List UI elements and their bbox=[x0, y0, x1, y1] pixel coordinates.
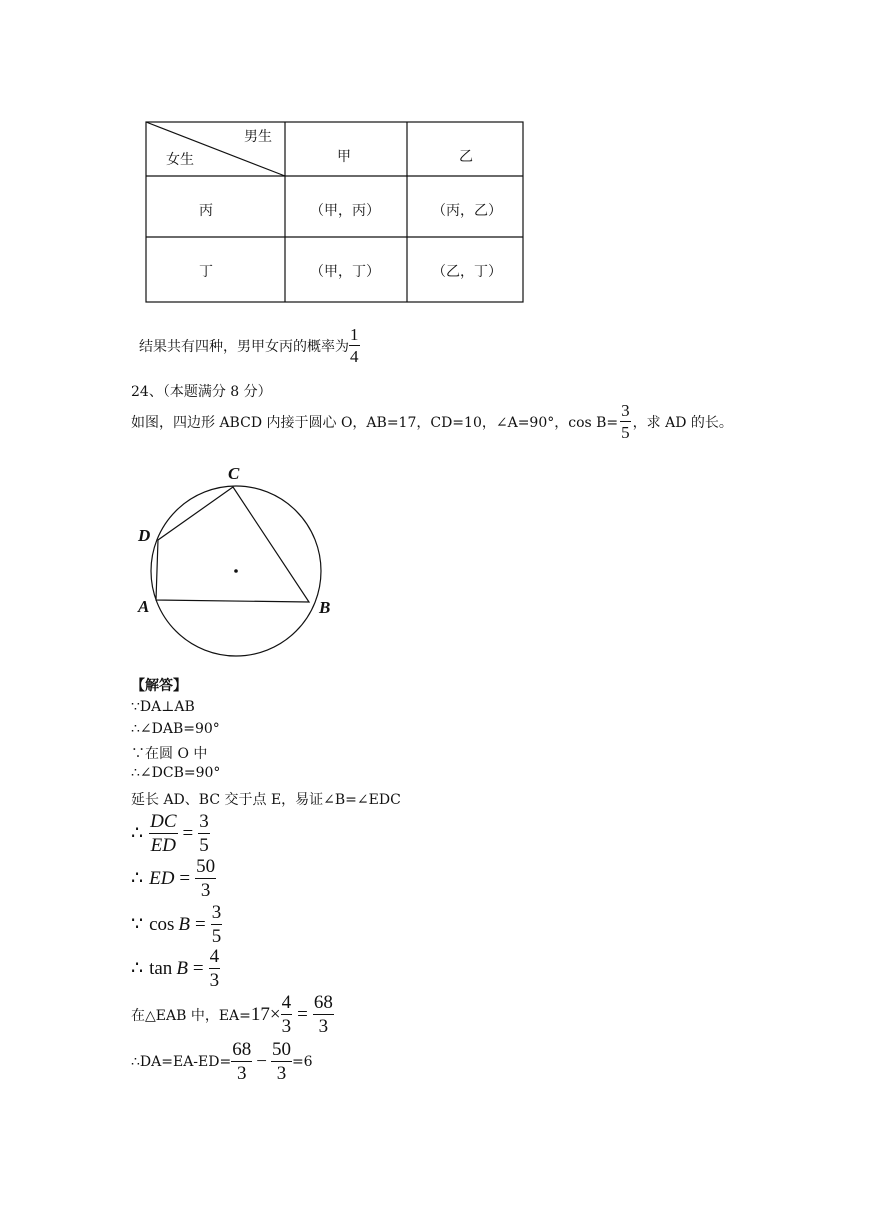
therefore-symbol: ∴ bbox=[131, 868, 144, 889]
ratio-dc-ed bbox=[149, 812, 177, 855]
label-c: C bbox=[228, 464, 240, 483]
therefore-symbol: ∴ bbox=[131, 823, 144, 844]
tan-value bbox=[209, 947, 221, 990]
result-fraction bbox=[349, 326, 360, 365]
table-row-head: 丙 bbox=[199, 203, 213, 219]
table-cell: （甲，丙） bbox=[310, 203, 380, 219]
fraction-denominator: 3 bbox=[281, 1016, 292, 1037]
cos-b-fraction bbox=[620, 402, 631, 441]
ea-factor bbox=[281, 993, 293, 1036]
table-diag-bottom: 女生 bbox=[166, 152, 194, 168]
da-result: =6 bbox=[291, 1053, 313, 1070]
fraction-numerator: 4 bbox=[281, 992, 292, 1013]
solution-eq-ratio: ∴ $\frac{DC}{ED}$ = $\frac{3}{5}$ bbox=[131, 811, 209, 856]
fraction-denominator: 3 bbox=[236, 1063, 247, 1084]
cos-value bbox=[211, 903, 223, 946]
angle-b: B bbox=[178, 913, 191, 935]
fraction-numerator: 50 bbox=[271, 1039, 291, 1060]
solution-title: 【解答】 bbox=[131, 678, 187, 694]
label-a: A bbox=[138, 597, 150, 616]
solution-step-3: ∵在圆 O 中 bbox=[131, 746, 208, 762]
fraction-numerator: 3 bbox=[211, 902, 222, 923]
solution-eq-ed: ∴ ED = $\frac{50}{3}$ bbox=[131, 856, 216, 901]
therefore-symbol: ∴ bbox=[131, 958, 144, 979]
solution-step-5: 延长 AD、BC 交于点 E，易证∠B=∠EDC bbox=[131, 792, 401, 808]
solution-eq-cos: ∵ cos B = $\frac{3}{5}$ bbox=[131, 902, 222, 947]
fraction-denominator: 3 bbox=[318, 1016, 329, 1037]
table-diag-top: 男生 bbox=[244, 129, 272, 145]
circle-quadrilateral-figure bbox=[120, 455, 350, 665]
table-cell: （乙，丁） bbox=[432, 264, 502, 280]
ea-value bbox=[313, 993, 334, 1036]
ea-prefix: 在△EAB 中，EA= bbox=[131, 1007, 251, 1024]
fraction-denominator: 3 bbox=[200, 880, 211, 901]
table-cell: （甲，丁） bbox=[310, 264, 380, 280]
fraction-numerator: 3 bbox=[199, 811, 209, 832]
fraction-numerator: 50 bbox=[196, 856, 216, 877]
center-point-o bbox=[234, 569, 238, 573]
solution-eq-ea: 在△EAB 中，EA= 17× $\frac{4}{3}$ = $\frac{68}{3}$ bbox=[131, 992, 333, 1037]
ed-value bbox=[195, 857, 216, 900]
da-term-2 bbox=[271, 1040, 292, 1083]
fraction-denominator: 3 bbox=[276, 1063, 287, 1084]
fraction-denominator: 3 bbox=[209, 970, 220, 991]
fraction-numerator: 4 bbox=[209, 946, 220, 967]
da-prefix: ∴DA=EA-ED= bbox=[131, 1053, 232, 1070]
solution-step-4: ∴∠DCB=90° bbox=[131, 765, 221, 781]
da-term-1 bbox=[231, 1040, 252, 1083]
cos-function: cos bbox=[149, 913, 175, 935]
result-line bbox=[139, 326, 360, 365]
fraction-denominator: 5 bbox=[621, 423, 630, 442]
because-symbol: ∵ bbox=[131, 914, 144, 935]
fraction-denominator: ED bbox=[150, 835, 176, 856]
table-col-header-2: 乙 bbox=[459, 149, 473, 165]
table-col-header-1: 甲 bbox=[337, 149, 351, 165]
solution-eq-da: ∴DA=EA-ED= $\frac{68}{3}$ − $\frac{50}{3}$ =6 bbox=[131, 1039, 313, 1084]
label-d: D bbox=[138, 526, 151, 545]
solution-step-1: ∵DA⊥AB bbox=[131, 699, 195, 715]
fraction-numerator: 68 bbox=[232, 1039, 252, 1060]
fraction-numerator: 3 bbox=[621, 401, 630, 420]
quadrilateral-abcd bbox=[156, 487, 309, 602]
solution-step-2: ∴∠DAB=90° bbox=[131, 721, 220, 737]
problem-stem bbox=[131, 402, 733, 441]
table-cell: （丙，乙） bbox=[432, 203, 502, 219]
fraction-numerator: 68 bbox=[313, 992, 333, 1013]
label-b: B bbox=[319, 598, 331, 617]
fraction-numerator: 1 bbox=[350, 325, 359, 344]
angle-b: B bbox=[176, 957, 188, 979]
problem-stem-a: 如图，四边形 ABCD 内接于圆心 O，AB=17，CD=10，∠A=90°，cos B= bbox=[131, 414, 619, 431]
solution-eq-tan: ∴ tan B = $\frac{4}{3}$ bbox=[131, 946, 220, 991]
fraction-denominator: 5 bbox=[211, 926, 222, 947]
fraction-denominator: 4 bbox=[350, 347, 359, 366]
problem-heading: 24、（本题满分 8 分） bbox=[131, 384, 272, 400]
fraction-numerator: DC bbox=[150, 811, 177, 832]
ed-variable: ED bbox=[149, 867, 175, 889]
problem-stem-b: ，求 AD 的长。 bbox=[632, 414, 733, 431]
ea-multiplier: 17× bbox=[250, 1003, 281, 1025]
tan-function: tan bbox=[149, 957, 173, 979]
ratio-value bbox=[198, 812, 210, 855]
result-text: 结果共有四种，男甲女丙的概率为 bbox=[139, 338, 349, 355]
fraction-denominator: 5 bbox=[199, 835, 209, 856]
table-row-head: 丁 bbox=[199, 264, 213, 280]
